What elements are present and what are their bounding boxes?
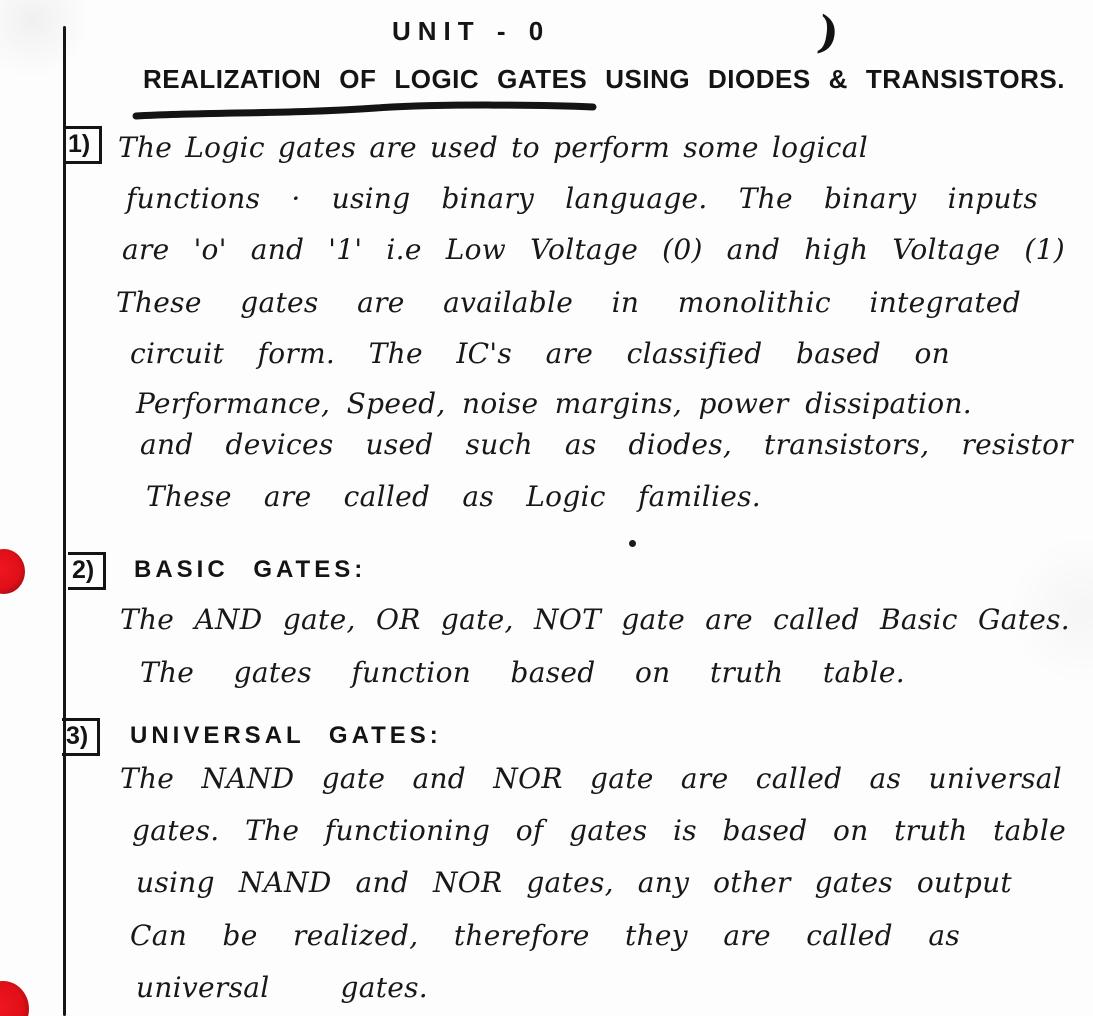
handwritten-line: The AND gate, OR gate, NOT gate are called Basic Gates.	[120, 603, 1070, 636]
handwritten-line: functions · using binary language. The binary inputs	[126, 182, 1038, 215]
handwritten-line: Performance, Speed, noise margins, power dissipation.	[136, 387, 972, 420]
handwritten-line: using NAND and NOR gates, any other gates output	[136, 866, 1012, 899]
section-heading-universal-gates: UNIVERSAL GATES:	[130, 722, 442, 749]
handwritten-line: The gates function based on truth table.	[140, 656, 905, 689]
handwritten-line: circuit form. The IC's are classified based on	[130, 337, 950, 370]
handwritten-line: gates. The functioning of gates is based on truth table	[132, 814, 1066, 847]
handwritten-line: These gates are available in monolithic integrated	[116, 286, 1021, 319]
page-title: REALIZATION OF LOGIC GATES USING DIODES & TRANSISTORS.	[143, 64, 1065, 94]
handwritten-line: The NAND gate and NOR gate are called as universal	[120, 762, 1062, 795]
handwritten-line: universal gates.	[136, 971, 428, 1004]
list-marker-2: 2)	[68, 552, 106, 590]
title-underline	[131, 100, 599, 122]
unit-title: UNIT - 0	[392, 16, 551, 46]
pen-stroke-mark: )	[814, 6, 843, 61]
ink-speck	[629, 540, 636, 547]
handwritten-line: are 'o' and '1' i.e Low Voltage (0) and high Voltage (1)	[122, 233, 1065, 266]
handwritten-line: and devices used such as diodes, transistors, resistor	[140, 428, 1073, 461]
margin-rule	[63, 26, 66, 1016]
list-marker-3: 3)	[62, 718, 100, 756]
section-heading-basic-gates: BASIC GATES:	[134, 556, 367, 583]
binder-hole-dot	[0, 981, 29, 1016]
list-marker-1: 1)	[64, 126, 102, 164]
handwritten-line: The Logic gates are used to perform some logical	[118, 131, 868, 164]
binder-hole-dot	[0, 549, 25, 594]
handwritten-line: Can be realized, therefore they are called as	[130, 919, 960, 952]
handwritten-line: These are called as Logic families.	[146, 480, 761, 513]
